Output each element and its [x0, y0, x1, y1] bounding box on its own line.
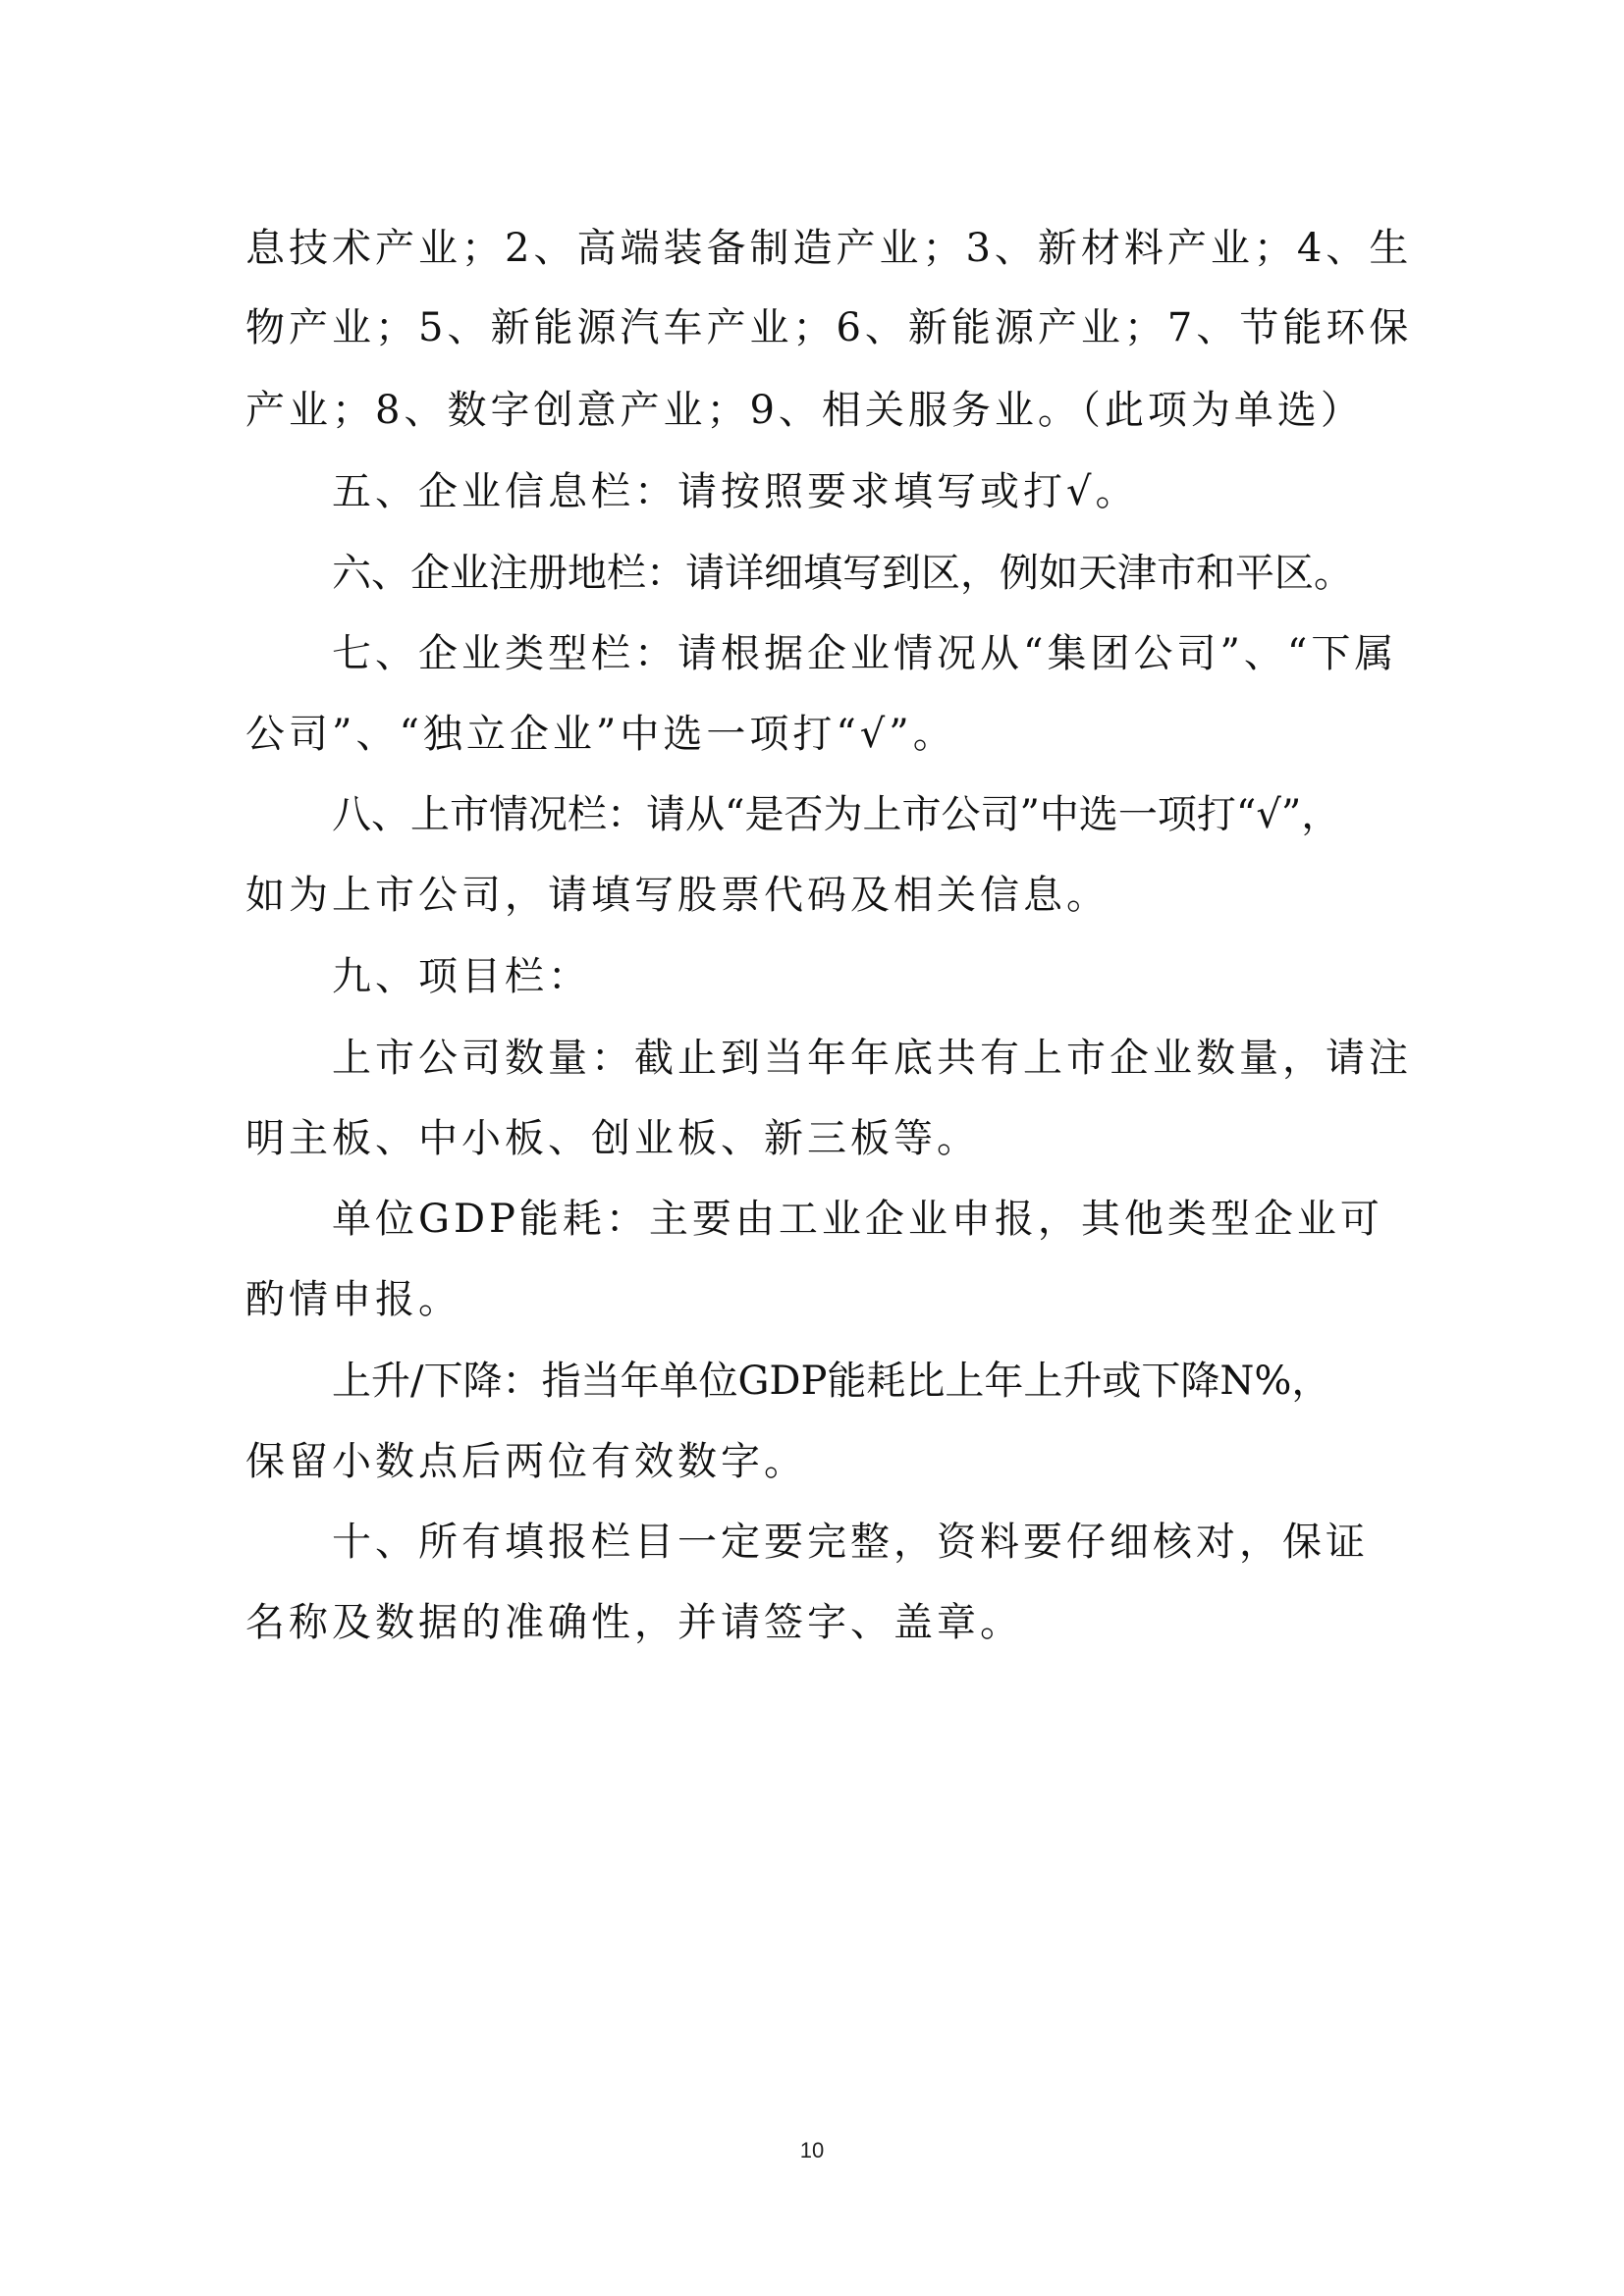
section-eight-line: 八、上市情况栏：请从“是否为上市公司”中选一项打“√”，	[332, 792, 1341, 837]
section-nine-line: 九、项目栏：	[332, 954, 591, 999]
body-line: 名称及数据的准确性，并请签字、盖章。	[245, 1600, 1023, 1645]
gdp-energy-line: 单位GDP能耗：主要由工业企业申报，其他类型企业可	[332, 1197, 1383, 1242]
body-line: 物产业；5、新能源汽车产业；6、新能源产业；7、节能环保	[245, 305, 1413, 350]
body-line: 产业；8、数字创意产业；9、相关服务业。（此项为单选）	[245, 388, 1364, 433]
body-line: 酌情申报。	[245, 1277, 461, 1322]
body-line: 如为上市公司，请填写股票代码及相关信息。	[245, 873, 1110, 918]
body-line: 息技术产业；2、高端装备制造产业；3、新材料产业；4、生	[245, 226, 1413, 271]
body-line: 公司”、“独立企业”中选一项打“√”。	[245, 712, 956, 757]
body-line: 保留小数点后两位有效数字。	[245, 1439, 807, 1484]
section-seven-line: 七、企业类型栏：请根据企业情况从“集团公司”、“下属	[332, 631, 1398, 676]
page-number: 10	[799, 2138, 825, 2163]
listed-company-count-line: 上市公司数量：截止到当年年底共有上市企业数量，请注	[332, 1036, 1412, 1081]
section-ten-line: 十、所有填报栏目一定要完整，资料要仔细核对，保证	[332, 1520, 1369, 1565]
section-six-line: 六、企业注册地栏：请详细填写到区，例如天津市和平区。	[332, 551, 1353, 596]
rise-fall-line: 上升/下降：指当年单位GDP能耗比上年上升或下降N%，	[332, 1359, 1331, 1404]
section-five-line: 五、企业信息栏：请按照要求填写或打√。	[332, 469, 1139, 514]
body-line: 明主板、中小板、创业板、新三板等。	[245, 1116, 980, 1161]
